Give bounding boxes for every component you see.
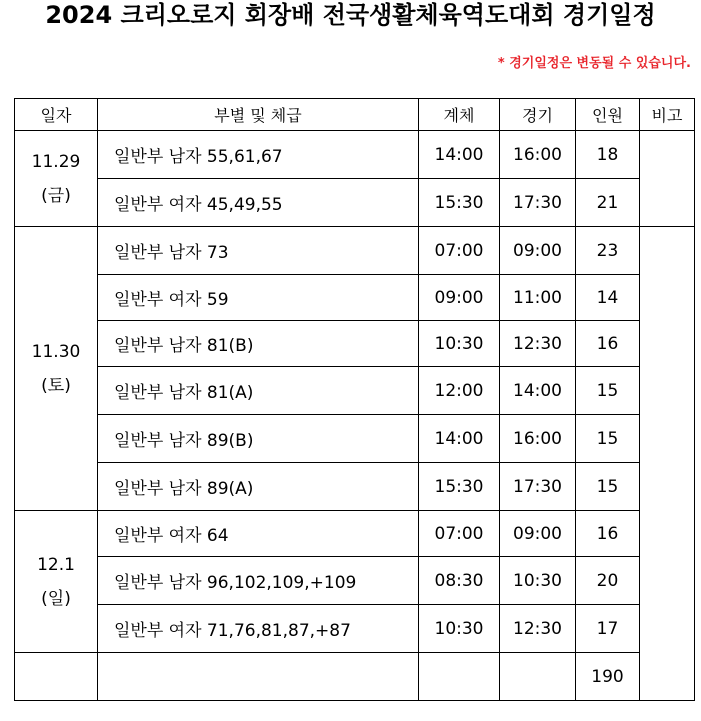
remarks-cell: [640, 227, 695, 701]
table-row: [15, 557, 695, 605]
count-cell: 20: [576, 557, 640, 605]
category-cell: 일반부 남자 89(B): [98, 415, 419, 463]
table-row: [15, 131, 695, 179]
header-date: 일자: [15, 99, 98, 131]
table-row: [15, 415, 695, 463]
table-row: [15, 275, 695, 321]
category-cell: 일반부 여자 45,49,55: [98, 179, 419, 227]
category-cell: 일반부 남자 55,61,67: [98, 131, 419, 179]
weigh-in-cell: 12:00: [419, 367, 500, 415]
header-weigh-in: 계체: [419, 99, 500, 131]
date-text: 12.1: [37, 554, 75, 575]
table-row: [15, 605, 695, 653]
count-cell: 23: [576, 227, 640, 275]
table-row: [15, 511, 695, 557]
competition-cell: 16:00: [500, 131, 576, 179]
header-competition: 경기: [500, 99, 576, 131]
header-row: [15, 99, 695, 131]
count-cell: 18: [576, 131, 640, 179]
category-cell: 일반부 남자 96,102,109,+109: [98, 557, 419, 605]
day-text: (토): [41, 375, 71, 396]
count-cell: 15: [576, 367, 640, 415]
schedule-table: [14, 98, 695, 701]
table-row: [15, 367, 695, 415]
weigh-in-cell: 14:00: [419, 415, 500, 463]
category-cell: 일반부 남자 89(A): [98, 463, 419, 511]
weigh-in-cell: 10:30: [419, 605, 500, 653]
competition-cell: 11:00: [500, 275, 576, 321]
count-cell: 15: [576, 463, 640, 511]
weigh-in-cell: 08:30: [419, 557, 500, 605]
page-title: 2024 크리오로지 회장배 전국생활체육역도대회 경기일정: [45, 1, 656, 29]
weigh-in-cell: 14:00: [419, 131, 500, 179]
header-count: 인원: [576, 99, 640, 131]
total-row: [15, 653, 695, 701]
total-count-cell: 190: [576, 653, 640, 701]
category-cell: 일반부 남자 73: [98, 227, 419, 275]
competition-cell: 10:30: [500, 557, 576, 605]
category-cell: 일반부 여자 59: [98, 275, 419, 321]
count-cell: 16: [576, 511, 640, 557]
category-cell: 일반부 여자 71,76,81,87,+87: [98, 605, 419, 653]
total-label-cell: [15, 653, 98, 701]
day-text: (일): [41, 588, 71, 609]
competition-cell: 09:00: [500, 511, 576, 557]
total-empty-cell: [419, 653, 500, 701]
day-text: (금): [41, 185, 71, 206]
competition-cell: 12:30: [500, 321, 576, 367]
competition-cell: 14:00: [500, 367, 576, 415]
weigh-in-cell: 07:00: [419, 511, 500, 557]
category-cell: 일반부 남자 81(A): [98, 367, 419, 415]
date-cell: [15, 131, 98, 227]
competition-cell: 16:00: [500, 415, 576, 463]
category-cell: 일반부 남자 81(B): [98, 321, 419, 367]
count-cell: 16: [576, 321, 640, 367]
date-text: 11.30: [31, 341, 81, 362]
competition-cell: 17:30: [500, 463, 576, 511]
weigh-in-cell: 09:00: [419, 275, 500, 321]
count-cell: 15: [576, 415, 640, 463]
date-text: 11.29: [31, 151, 81, 172]
table-row: [15, 179, 695, 227]
weigh-in-cell: 15:30: [419, 463, 500, 511]
header-remarks: 비고: [640, 99, 695, 131]
table-row: [15, 321, 695, 367]
remarks-cell: [640, 131, 695, 227]
competition-cell: 09:00: [500, 227, 576, 275]
date-cell: [15, 511, 98, 653]
count-cell: 21: [576, 179, 640, 227]
table-row: [15, 227, 695, 275]
competition-cell: 17:30: [500, 179, 576, 227]
weigh-in-cell: 15:30: [419, 179, 500, 227]
weigh-in-cell: 07:00: [419, 227, 500, 275]
date-cell: [15, 227, 98, 511]
competition-cell: 12:30: [500, 605, 576, 653]
header-category: 부별 및 체급: [98, 99, 419, 131]
table-row: [15, 463, 695, 511]
count-cell: 17: [576, 605, 640, 653]
category-cell: 일반부 여자 64: [98, 511, 419, 557]
weigh-in-cell: 10:30: [419, 321, 500, 367]
schedule-change-note: * 경기일정은 변동될 수 있습니다.: [497, 56, 691, 71]
total-empty-cell: [98, 653, 419, 701]
total-empty-cell: [500, 653, 576, 701]
count-cell: 14: [576, 275, 640, 321]
